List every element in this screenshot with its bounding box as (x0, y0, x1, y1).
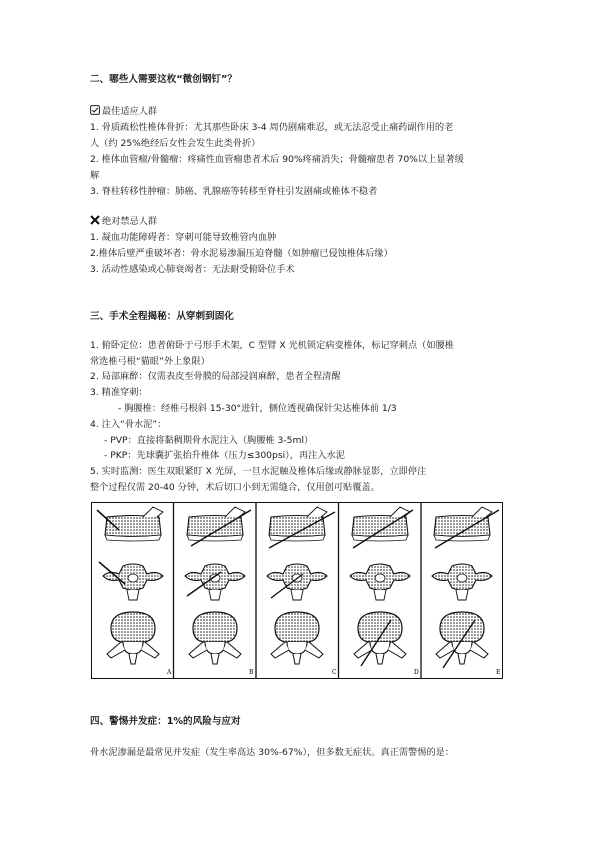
vertebroplasty-figure (91, 502, 503, 679)
indicated-item: 3. 脊柱转移性肿瘤：肺癌、乳腺癌等转移至脊柱引发剧痛或椎体不稳者 (90, 186, 378, 197)
figure-label: B (249, 669, 254, 676)
section4-intro: 骨水泥渗漏是最常见并发症（发生率高达 30%-67%），但多数无症状。真正需警惕的是： (90, 747, 455, 758)
contraindicated-heading-row (90, 215, 157, 228)
contraindicated-item: 2.椎体后壁严重破坏者：骨水泥易渗漏压迫脊髓（如肿瘤已侵蚀椎体后缘） (90, 248, 393, 259)
procedure-line: 整个过程仅需 20-40 分钟，术后切口小到无需缝合，仅用创可贴覆盖。 (90, 482, 380, 493)
contraindicated-item: 3. 活动性感染或心肺衰竭者：无法耐受俯卧位手术 (90, 264, 295, 275)
figure-label: C (332, 669, 337, 676)
section3-title: 三、手术全程揭秘：从穿刺到固化 (90, 311, 234, 322)
procedure-line: - PVP：直接将黏稠期骨水泥注入（胸腰椎 3-5ml） (104, 435, 314, 446)
cross-icon (90, 215, 100, 225)
indicated-item: 1. 骨质疏松性椎体骨折：尤其那些卧床 3-4 周仍剧痛难忍，或无法忍受止痛药副作用的老 (90, 122, 454, 133)
procedure-line: 1. 俯卧定位：患者俯卧于弓形手术架，C 型臂 X 光机锁定病变椎体，标记穿刺点（如腰椎 (90, 340, 454, 351)
section2-title: 二、哪些人需要这枚“微创钢钉”？ (90, 74, 237, 85)
procedure-line: 3. 精准穿刺： (90, 387, 148, 398)
indicated-item: 2. 椎体血管瘤/骨髓瘤：疼痛性血管瘤患者术后 90%疼痛消失；骨髓瘤患者 70%以上显著缓 (90, 154, 464, 165)
indicated-item: 人（约 25%绝经后女性会发生此类骨折） (90, 138, 261, 149)
procedure-line: 4. 注入“骨水泥”： (90, 419, 167, 430)
indicated-heading: 最佳适应人群 (102, 106, 158, 117)
indicated-heading-row (90, 105, 157, 118)
figure-label: A (167, 669, 172, 676)
procedure-line: - 胸腰椎：经椎弓根斜 15-30°进针，侧位透视确保针尖达椎体前 1/3 (118, 403, 397, 414)
procedure-line: 常选椎弓根“猫眼”外上象限） (90, 356, 210, 367)
procedure-line: - PKP：先球囊扩张抬升椎体（压力≤300psi），再注入水泥 (104, 450, 345, 461)
contraindicated-item: 1. 凝血功能障碍者：穿刺可能导致椎管内血肿 (90, 232, 277, 243)
indicated-item: 解 (90, 170, 100, 181)
procedure-line: 2. 局部麻醉：仅需表皮至骨膜的局部浸润麻醉，患者全程清醒 (90, 371, 341, 382)
checkbox-icon (90, 105, 100, 115)
contraindicated-heading: 绝对禁忌人群 (102, 216, 158, 227)
procedure-line: 5. 实时监测：医生双眼紧盯 X 光屏，一旦水泥触及椎体后缘或静脉显影，立即停注 (90, 466, 427, 477)
figure-label: D (414, 669, 419, 676)
section4-title: 四、警惕并发症：1%的风险与应对 (90, 716, 241, 727)
figure-label: E (496, 669, 501, 676)
